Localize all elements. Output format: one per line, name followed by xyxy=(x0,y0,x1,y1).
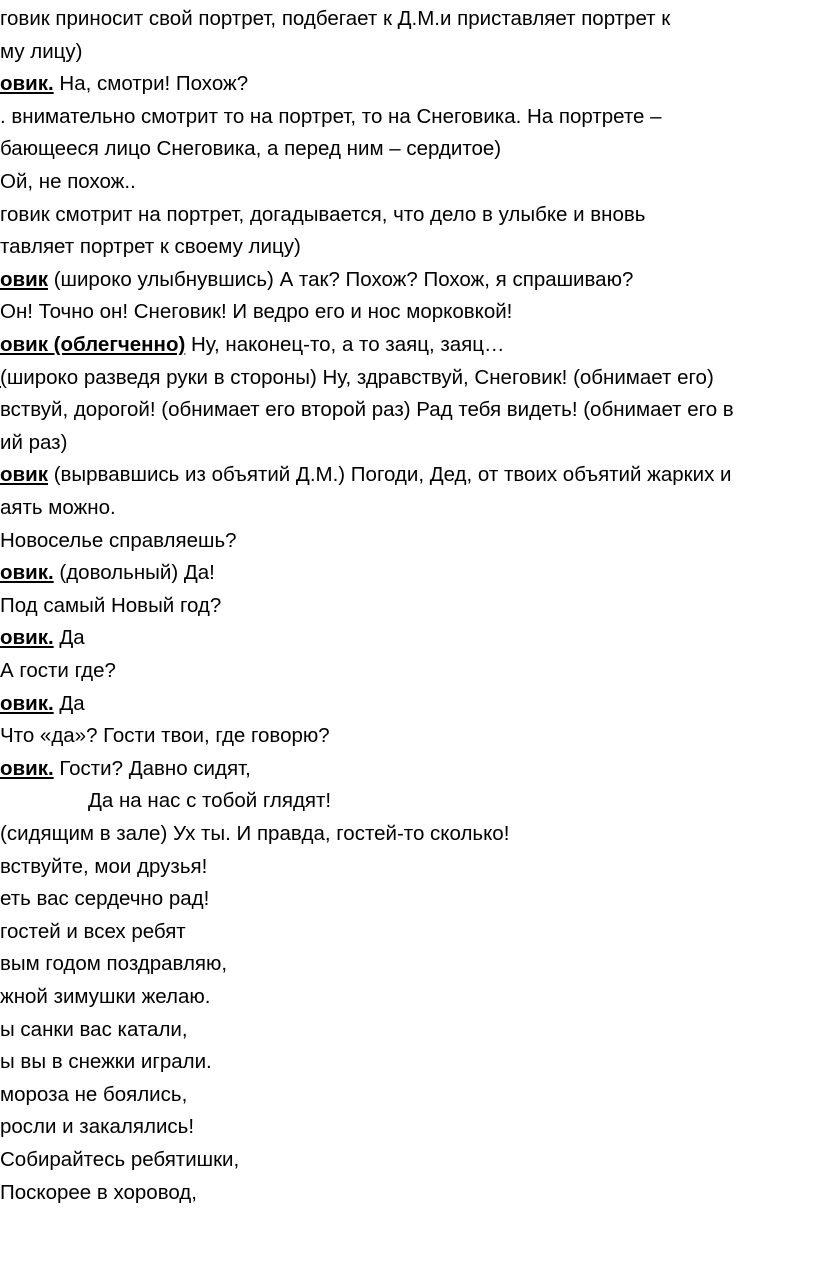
text-line xyxy=(0,39,83,65)
text-line xyxy=(0,528,237,554)
speaker-name: овик. xyxy=(0,72,54,96)
line-text: ы вы в снежки играли. xyxy=(0,1050,212,1074)
text-line xyxy=(0,234,301,260)
text-line xyxy=(0,593,221,619)
text-line xyxy=(0,919,186,945)
line-text: росли и закалялись! xyxy=(0,1115,195,1139)
line-text: мороза не боялись, xyxy=(0,1082,188,1106)
line-text: гостей и всех ребят xyxy=(0,919,186,943)
text-line xyxy=(0,462,732,488)
line-text: (сидящим в зале) Ух ты. И правда, гостей-то сколько! xyxy=(0,822,510,845)
text-line xyxy=(0,560,215,586)
line-text: ий раз) xyxy=(0,430,68,454)
text-line xyxy=(0,625,85,651)
line-text: говик приносит свой портрет, подбегает к Д.М.и приставляет портрет к xyxy=(0,7,671,30)
line-text: вым годом поздравляю, xyxy=(0,952,228,976)
line-text: (вырвавшись из объятий Д.М.) Погоди, Дед, от твоих объятий жарких и xyxy=(48,463,732,487)
line-text: А гости где? xyxy=(0,659,116,682)
text-line xyxy=(0,1114,194,1140)
line-text: На, смотри! Похож? xyxy=(53,72,249,96)
line-text: вствуй, дорогой! (обнимает его второй раз) Рад тебя видеть! (обнимает его в xyxy=(0,398,734,422)
line-text: Он! Точно он! Снеговик! И ведро его и нос морковкой! xyxy=(0,300,513,324)
line-text: тавляет портрет к своему лицу) xyxy=(0,235,301,259)
text-line xyxy=(0,723,330,749)
line-text: Ой, не похож.. xyxy=(0,170,136,193)
speaker-name: овик. xyxy=(0,691,54,715)
line-text: аять можно. xyxy=(0,496,116,519)
line-text: широко разведя руки в стороны) Ну, здравствуй, Снеговик! (обнимает его) xyxy=(6,365,714,389)
speaker-name: овик (облегченно) xyxy=(0,333,186,356)
text-line xyxy=(0,1082,187,1108)
text-line xyxy=(0,1049,212,1075)
text-line xyxy=(0,136,501,162)
line-text: бающееся лицо Снеговика, а перед ним – сердитое) xyxy=(0,137,502,161)
speaker-name: овик. xyxy=(0,626,54,650)
text-line xyxy=(0,71,248,97)
text-line xyxy=(0,6,670,32)
text-line xyxy=(0,984,210,1010)
text-line xyxy=(0,299,512,325)
text-line xyxy=(0,821,509,847)
text-line xyxy=(0,854,207,880)
line-text: . внимательно смотрит то на портрет, то на Снеговика. На портрете – xyxy=(0,104,662,128)
line-text: Да xyxy=(53,691,85,715)
text-line xyxy=(0,495,116,521)
text-line xyxy=(0,951,227,977)
speaker-name: овик xyxy=(0,267,48,291)
line-text: Новоселье справляешь? xyxy=(0,528,237,552)
text-line xyxy=(0,1017,188,1043)
line-text: Да xyxy=(53,626,85,650)
speaker-name: овик xyxy=(0,463,48,487)
text-line xyxy=(0,332,504,358)
text-line xyxy=(0,886,209,912)
line-text: жной зимушки желаю. xyxy=(0,985,211,1008)
line-text: му лицу) xyxy=(0,39,83,63)
text-line xyxy=(0,691,85,717)
speaker-name: овик. xyxy=(0,756,54,780)
line-text: еть вас сердечно рад! xyxy=(0,887,210,911)
text-line xyxy=(0,397,734,423)
text-line xyxy=(0,430,67,456)
line-text: (широко улыбнувшись) А так? Похож? Похож, я спрашиваю? xyxy=(48,267,634,291)
line-text: (довольный) Да! xyxy=(53,561,215,585)
line-text: Да на нас с тобой глядят! xyxy=(88,789,332,813)
text-line xyxy=(0,756,251,782)
text-line xyxy=(0,365,714,391)
line-text: Гости? Давно сидят, xyxy=(53,756,251,780)
line-text: ы санки вас катали, xyxy=(0,1017,188,1041)
line-text: Ну, наконец-то, а то заяц, заяц… xyxy=(185,333,505,356)
text-line xyxy=(0,1180,197,1206)
line-text: говик смотрит на портрет, догадывается, что дело в улыбке и вновь xyxy=(0,202,646,226)
text-line xyxy=(88,788,331,814)
text-line xyxy=(0,104,662,130)
text-line xyxy=(0,658,116,684)
underlined-speaker-mark: ( xyxy=(0,365,7,389)
text-line xyxy=(0,202,645,228)
text-line xyxy=(0,1147,239,1173)
text-line xyxy=(0,169,136,195)
line-text: Что «да»? Гости твои, где говорю? xyxy=(0,724,330,748)
line-text: Под самый Новый год? xyxy=(0,593,222,617)
line-text: вствуйте, мои друзья! xyxy=(0,854,208,878)
line-text: Собирайтесь ребятишки, xyxy=(0,1148,240,1171)
line-text: Поскорее в хоровод, xyxy=(0,1180,197,1204)
speaker-name: овик. xyxy=(0,561,54,585)
text-line xyxy=(0,267,633,293)
